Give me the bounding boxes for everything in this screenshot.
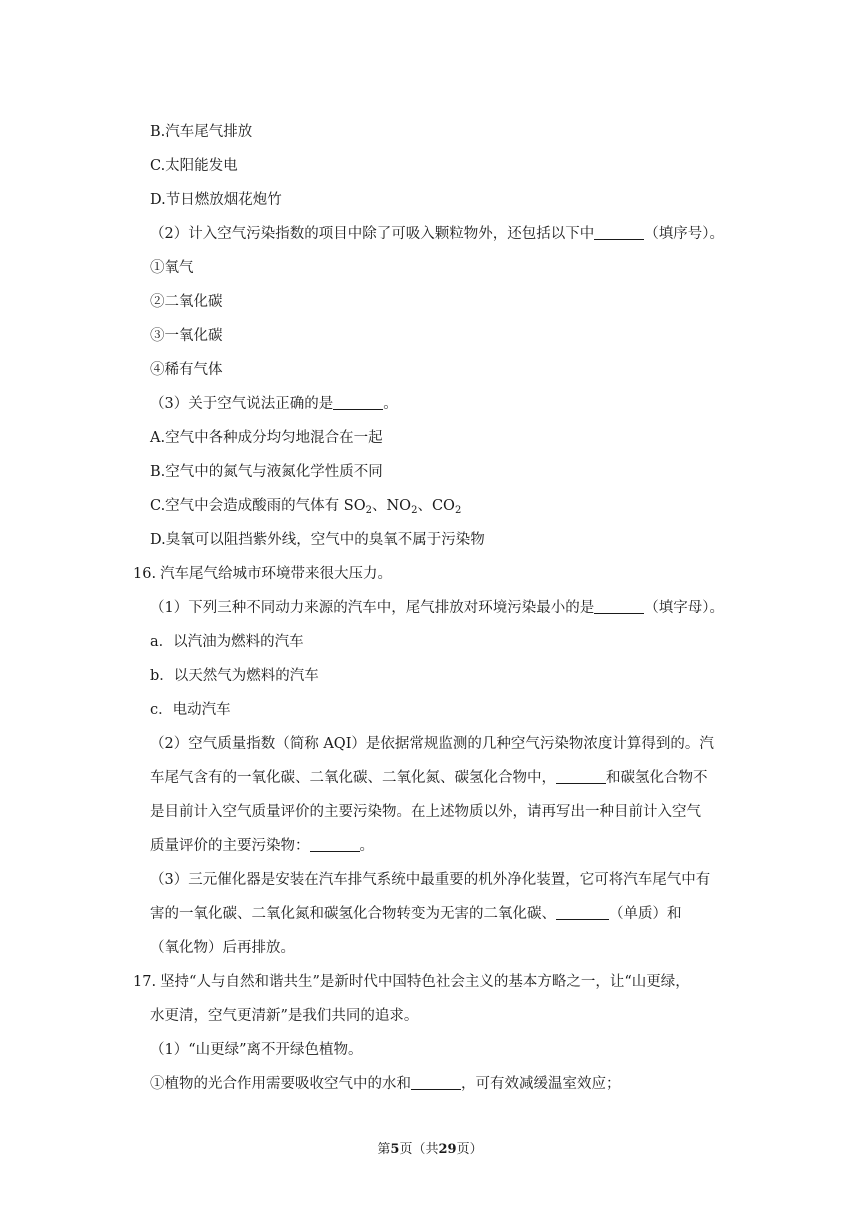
- q16-part2-line4: [0, 837, 860, 855]
- subscript: 2: [365, 505, 372, 516]
- footer-post: 页）: [456, 1142, 483, 1157]
- footer-mid: 页（共: [399, 1142, 439, 1157]
- q15-p3-option-c-sep1: 、NO: [372, 498, 412, 514]
- q16-part2-line2-suffix: 和碳氢化合物不: [606, 770, 708, 786]
- q16-part1-suffix: （填字母）。: [644, 600, 724, 616]
- answer-blank[interactable]: [411, 1075, 461, 1090]
- footer-page-number: 5: [390, 1142, 400, 1157]
- q15-choice-3: ③一氧化碳: [150, 328, 223, 344]
- footer-total-pages: 29: [438, 1142, 457, 1157]
- q16-part1: [0, 599, 860, 617]
- subscript: 2: [411, 505, 418, 516]
- q15-part3: [0, 395, 860, 413]
- q15-p3-option-d: D.臭氧可以阻挡紫外线，空气中的臭氧不属于污染物: [150, 532, 485, 548]
- q16-part3-line2-text: 害的一氧化碳、二氧化氮和碳氢化合物转变为无害的二氧化碳、: [150, 906, 556, 922]
- subscript: 2: [454, 505, 462, 516]
- q17-number: 17.: [133, 974, 157, 990]
- q15-option-b: B.汽车尾气排放: [150, 124, 253, 140]
- footer-pre: 第: [377, 1142, 391, 1157]
- q16-part3-line1: （3）三元催化器是安装在汽车排气系统中最重要的机外净化装置，它可将汽车尾气中有: [150, 872, 711, 888]
- q16-part2-line3: 是目前计入空气质量评价的主要污染物。在上述物质以外，请再写出一种目前计入空气: [150, 804, 701, 820]
- q16-part3-line3: （氧化物）后再排放。: [150, 940, 295, 956]
- q16-option-b: b．以天然气为燃料的汽车: [150, 668, 319, 684]
- q15-p3-option-c-text: C.空气中会造成酸雨的气体有 SO: [150, 498, 366, 514]
- q15-p3-option-c: [0, 497, 860, 515]
- q15-option-c: C.太阳能发电: [150, 158, 238, 174]
- q16-stem-text: 汽车尾气给城市环境带来很大压力。: [160, 566, 393, 582]
- q15-part2-suffix: （填序号）。: [644, 226, 724, 242]
- q16-option-a: a．以汽油为燃料的汽车: [150, 634, 304, 650]
- q15-p3-option-b: B.空气中的氮气与液氮化学性质不同: [150, 464, 383, 480]
- q16-part2-line4-suffix: 。: [359, 838, 374, 854]
- answer-blank[interactable]: [556, 905, 609, 920]
- q17-stem-text: 坚持“人与自然和谐共生”是新时代中国特色社会主义的基本方略之一，让“山更绿，: [160, 974, 690, 990]
- q16-part2-line1: （2）空气质量指数（简称 AQI）是依据常规监测的几种空气污染物浓度计算得到的。汽: [150, 736, 714, 752]
- q16-number: 16.: [133, 566, 157, 582]
- q16-part3-line2: [0, 905, 860, 923]
- q17-part1: （1）“山更绿”离不开绿色植物。: [150, 1042, 363, 1058]
- q16-part1-text: （1）下列三种不同动力来源的汽车中，尾气排放对环境污染最小的是: [150, 600, 595, 616]
- q17-stem-line2: 水更清，空气更清新”是我们共同的追求。: [150, 1008, 419, 1024]
- q15-p3-option-c-sep2: 、CO: [417, 498, 455, 514]
- q16-option-c: c．电动汽车: [150, 702, 231, 718]
- page-footer: [0, 1138, 860, 1157]
- q17-item1-text: ①植物的光合作用需要吸收空气中的水和: [150, 1076, 411, 1092]
- q15-option-d: D.节日燃放烟花炮竹: [150, 192, 282, 208]
- q17-item1-suffix: ，可有效减缓温室效应；: [461, 1076, 621, 1092]
- q16-part3-line2-suffix: （单质）和: [609, 906, 682, 922]
- q15-part3-text: （3）关于空气说法正确的是: [150, 396, 334, 412]
- q15-choice-1: ①氧气: [150, 260, 194, 276]
- q15-choice-2: ②二氧化碳: [150, 294, 223, 310]
- q16-part2-line4-text: 质量评价的主要污染物：: [150, 838, 310, 854]
- q15-choice-4: ④稀有气体: [150, 362, 223, 378]
- q16-part2-line2-text: 车尾气含有的一氧化碳、二氧化碳、二氧化氮、碳氢化合物中，: [150, 770, 556, 786]
- q17-item1: [0, 1075, 860, 1093]
- answer-blank[interactable]: [556, 769, 606, 784]
- q15-part2: [0, 225, 860, 243]
- q17-stem-line1: [0, 973, 860, 991]
- answer-blank[interactable]: [594, 599, 644, 614]
- q15-part3-suffix: 。: [383, 396, 398, 412]
- q16-stem: [0, 565, 860, 583]
- q15-part2-text: （2）计入空气污染指数的项目中除了可吸入颗粒物外，还包括以下中: [150, 226, 595, 242]
- answer-blank[interactable]: [594, 225, 644, 240]
- q16-part2-line2: [0, 769, 860, 787]
- answer-blank[interactable]: [310, 837, 360, 852]
- q15-p3-option-a: A.空气中各种成分均匀地混合在一起: [150, 430, 383, 446]
- answer-blank[interactable]: [333, 395, 383, 410]
